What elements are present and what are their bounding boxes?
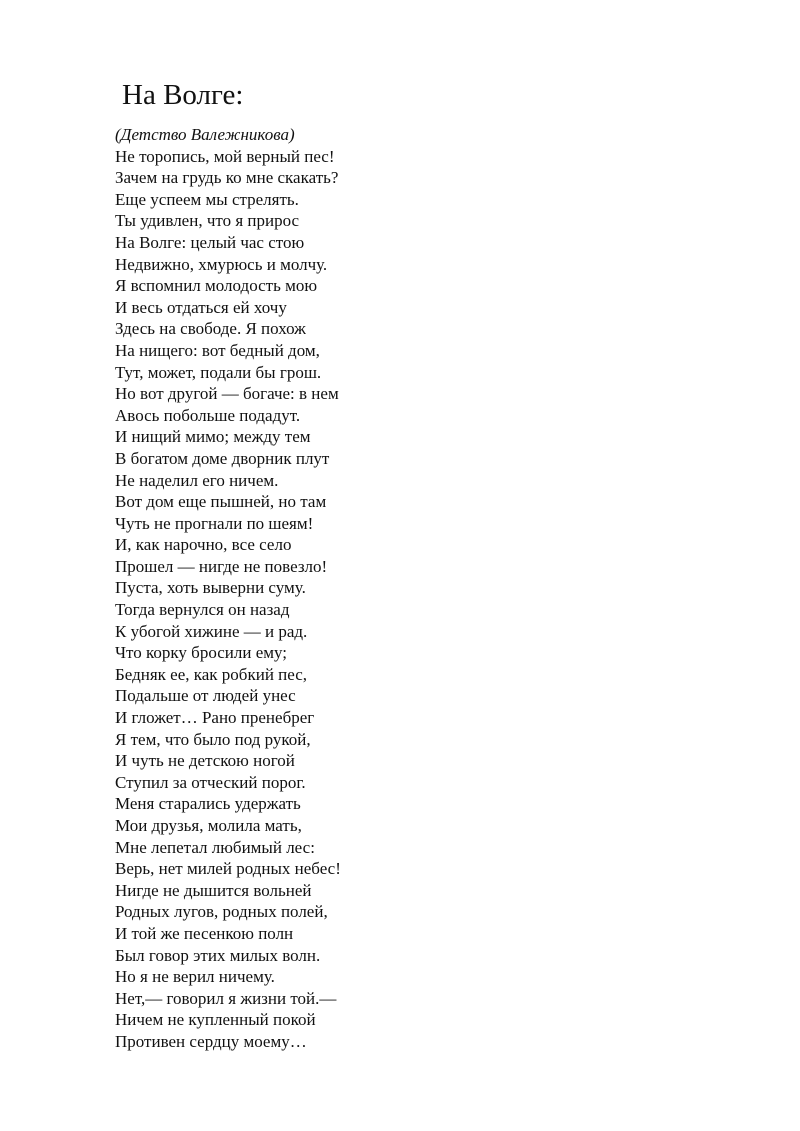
poem-line: На Волге: целый час стою: [115, 232, 305, 252]
poem-line: Недвижно, хмурюсь и молчу.: [115, 254, 328, 274]
poem-line: К убогой хижине — и рад.: [115, 621, 308, 641]
poem-line: И гложет… Рано пренебрег: [115, 708, 315, 728]
poem-line: Но я не верил ничему.: [115, 967, 275, 987]
poem-line: Тогда вернулся он назад: [115, 600, 290, 620]
poem-line: Я тем, что было под рукой,: [115, 729, 311, 749]
poem-subtitle: (Детство Валежникова): [115, 125, 295, 144]
poem-line: Был говор этих милых волн.: [115, 945, 321, 965]
poem-line: На нищего: вот бедный дом,: [115, 340, 320, 360]
poem-line: Прошел — нигде не повезло!: [115, 556, 328, 576]
poem-line: И той же песенкою полн: [115, 923, 294, 943]
poem-line: Тут, может, подали бы грош.: [115, 362, 322, 382]
poem-line: Меня старались удержать: [115, 794, 301, 814]
poem-line: Но вот другой — богаче: в нем: [115, 384, 339, 404]
poem-line: И, как нарочно, все село: [115, 535, 292, 555]
poem-line: Чуть не прогнали по шеям!: [115, 513, 314, 533]
poem-line: И весь отдаться ей хочу: [115, 297, 287, 317]
poem-line: Подальше от людей унес: [115, 686, 296, 706]
poem-line: Вот дом еще пышней, но там: [115, 492, 327, 512]
poem-line: Нигде не дышится вольней: [115, 880, 312, 900]
poem-title: На Волге:: [122, 79, 244, 111]
poem-line: Не торопись, мой верный пес!: [115, 146, 335, 166]
poem-line: Нет,— говорил я жизни той.—: [115, 988, 337, 1008]
poem-body: [115, 146, 341, 1053]
poem-line: Ступил за отческий порог.: [115, 772, 306, 792]
poem-line: Мои друзья, молила мать,: [115, 816, 302, 835]
poem-line: Бедняк ее, как робкий пес,: [115, 664, 308, 684]
poem-line: Родных лугов, родных полей,: [115, 902, 328, 922]
poem-line: Пуста, хоть выверни суму.: [115, 578, 306, 598]
poem-line: Еще успеем мы стрелять.: [115, 189, 299, 209]
poem-line: В богатом доме дворник плут: [115, 448, 330, 468]
poem-line: Ты удивлен, что я прирос: [115, 211, 300, 231]
poem-line: Авось побольше подадут.: [115, 405, 301, 425]
poem-line: Я вспомнил молодость мою: [115, 276, 318, 296]
poem-line: Противен сердцу моему…: [115, 1031, 307, 1051]
poem-line: Мне лепетал любимый лес:: [115, 837, 315, 857]
poem-line: И нищий мимо; между тем: [115, 427, 311, 447]
poem-line: И чуть не детскою ногой: [115, 751, 295, 771]
poem-line: Верь, нет милей родных небес!: [115, 859, 341, 879]
poem-line: Ничем не купленный покой: [115, 1010, 316, 1030]
poem-line: Здесь на свободе. Я похож: [115, 319, 306, 339]
poem-line: Что корку бросили ему;: [115, 643, 288, 663]
poem-line: Не наделил его ничем.: [115, 470, 279, 490]
poem-line: Зачем на грудь ко мне скакать?: [115, 168, 339, 188]
